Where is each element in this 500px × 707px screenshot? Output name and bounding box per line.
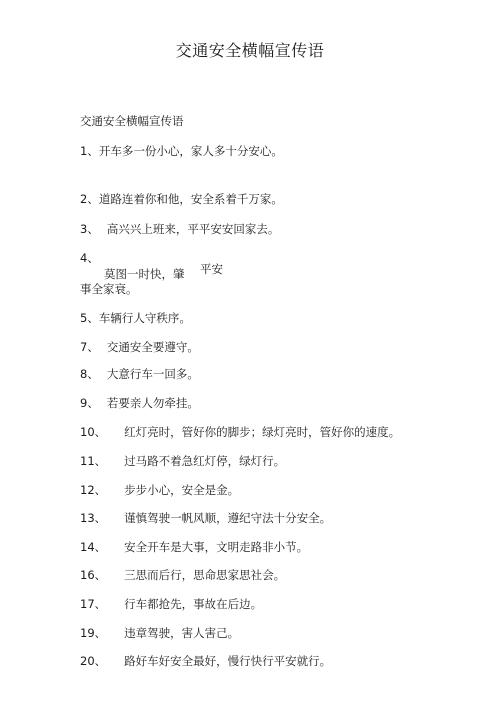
item-number: 16、 [80,568,107,582]
list-item [80,482,239,498]
item-number: 13、 [80,511,107,525]
list-item [80,143,283,159]
item-number: 9、 [80,396,99,410]
item-text: 开车多一份小心，家人多十分安心。 [98,144,283,158]
item-text: 谨慎驾驶一帆风顺，遵纪守法十分安全。 [124,511,332,525]
item-text: 安全开车是大事，文明走路非小节。 [124,540,309,554]
item-number: 8、 [80,367,99,381]
item-text: 红灯亮时，管好你的脚步；绿灯亮时，管好你的速度。 [124,425,401,439]
item-text: 道路连着你和他，安全系着千万家。 [98,192,283,206]
item-number: 4、 [80,251,99,265]
item-text: 三思而后行，思命思家思社会。 [124,568,286,582]
list-item [80,221,279,237]
list-item [80,366,199,382]
list-item [80,395,199,411]
item-text-floating: 平安 [200,262,223,276]
item-number: 19、 [80,626,107,640]
item-number: 17、 [80,597,107,611]
item-text: 车辆行人守秩序。 [98,311,191,325]
item-number: 3、 [80,222,99,236]
item-number: 1、 [80,144,99,158]
item-text: 路好车好安全最好，慢行快行平安就行。 [124,654,332,668]
list-item [80,339,199,355]
item-number: 14、 [80,540,107,554]
item-text: 过马路不着急红灯停，绿灯行。 [124,454,286,468]
list-item [80,510,331,526]
list-item [80,539,308,555]
list-item [80,191,283,207]
item-number: 11、 [80,454,107,468]
item-text: 违章驾驶，害人害己。 [124,626,240,640]
item-number: 10、 [80,425,107,439]
item-text: 行车都抢先，事故在后边。 [124,597,263,611]
item-text: 大意行车一回多。 [106,367,199,381]
section-heading: 交通安全横幅宣传语 [80,114,184,128]
list-item [80,310,191,326]
item-text-continued: 事全家衰。 [80,282,138,296]
list-item [80,567,285,583]
document-title: 交通安全横幅宣传语 [175,41,325,60]
item-number: 7、 [80,340,99,354]
item-text: 交通安全要遵守。 [106,340,199,354]
list-item [80,424,400,440]
item-number: 20、 [80,654,107,668]
item-number: 2、 [80,192,99,206]
list-item [80,653,331,669]
item-number: 12、 [80,483,107,497]
list-item [80,453,285,469]
list-item [80,596,262,612]
item-text: 莫图一时快，肇 [104,267,185,281]
item-number: 5、 [80,311,99,325]
item-text: 高兴兴上班来，平平安安回家去。 [106,222,280,236]
list-item [80,625,239,641]
item-text: 步步小心，安全是金。 [124,483,240,497]
item-text: 若要亲人勿牵挂。 [106,396,199,410]
